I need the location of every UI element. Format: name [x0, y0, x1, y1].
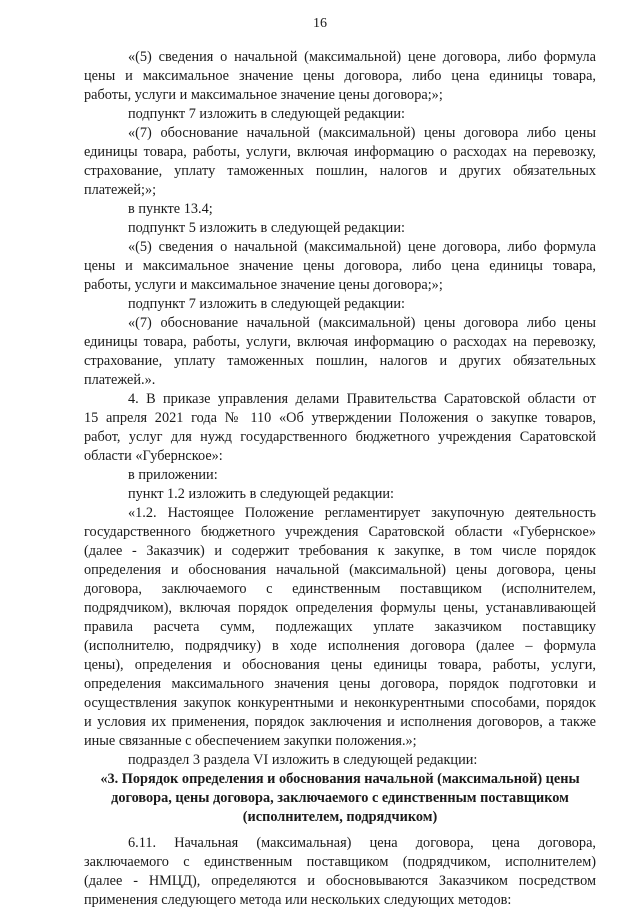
text-line: в приложении: — [128, 467, 218, 483]
section-heading-line: (исполнителем, подрядчиком) — [242, 809, 438, 825]
text-line: «(7) обоснование начальной (максимальной) цены договора либо цены — [128, 315, 596, 331]
text-line: (исполнителю, подрядчику) в ходе исполнения договора (далее – формула — [84, 638, 596, 654]
text-line: «1.2. Настоящее Положение регламентирует закупочную деятельность — [128, 505, 596, 521]
text-line: осуществления закупок конкурентными и неконкурентными способами, порядок — [84, 695, 596, 711]
text-line: «(7) обоснование начальной (максимальной) цены договора либо цены — [128, 125, 596, 141]
text-line: работ, услуг для нужд государственного бюджетного учреждения Саратовской — [84, 429, 596, 445]
text-line: подраздел 3 раздела VI изложить в следующей редакции: — [128, 752, 478, 768]
text-line: (далее - НМЦД), определяются и обосновываются Заказчиком посредством — [84, 873, 596, 889]
page-number: 16 — [313, 16, 327, 31]
text-line: заключаемого с единственным поставщиком (подрядчиком, исполнителем) — [84, 854, 596, 870]
text-line: государственного бюджетного учреждения Саратовской области «Губернское» — [84, 524, 596, 540]
text-line: работы, услуги и максимальное значение цены договора;»; — [84, 87, 443, 103]
text-line: работы, услуги и максимальное значение цены договора;»; — [84, 277, 443, 293]
text-line: пункт 1.2 изложить в следующей редакции: — [128, 486, 395, 502]
text-line: единицы товара, работы, услуги, включая информацию о расходах на перевозку, — [84, 144, 596, 160]
text-line: цены), определения и обоснования цены единицы товара, работы, услуги, — [84, 657, 596, 673]
text-line: иные связанные с обеспечением закупки положения.»; — [84, 733, 417, 749]
text-line: 4. В приказе управления делами Правительства Саратовской области от — [128, 391, 596, 407]
text-line: подпункт 7 изложить в следующей редакции: — [128, 106, 405, 122]
text-line: платежей;»; — [84, 182, 157, 198]
text-line: правила расчета сумм, подлежащих уплате заказчиком поставщику — [84, 619, 596, 635]
section-heading-line: договора, цены договора, заключаемого с единственным поставщиком — [111, 790, 569, 806]
text-line: 15 апреля 2021 года № 110 «Об утверждении Положения о закупке товаров, — [84, 410, 596, 426]
text-line: определения и обоснования начальной (максимальной) цены договора, цены — [84, 562, 596, 578]
text-line: (далее - Заказчик) и содержит требования к закупке, в том числе порядок — [84, 543, 596, 559]
text-line: страхование, уплату таможенных пошлин, налогов и других обязательных — [84, 163, 596, 179]
text-line: области «Губернское»: — [84, 448, 223, 464]
text-line: «(5) сведения о начальной (максимальной) цене договора, либо формула — [128, 49, 596, 65]
text-line: единицы товара, работы, услуги, включая информацию о расходах на перевозку, — [84, 334, 596, 350]
text-line: и условия их применения, порядок заключения и исполнения договоров, а также — [84, 714, 596, 730]
text-line: «(5) сведения о начальной (максимальной) цене договора, либо формула — [128, 239, 596, 255]
text-line: цены и максимальное значение цены договора, либо цена единицы товара, — [84, 258, 596, 274]
text-line: платежей.». — [84, 372, 156, 388]
text-line: подрядчиком), включая порядок определения формулы цены, устанавливающей — [84, 600, 596, 616]
text-line: цены и максимальное значение цены договора, либо цена единицы товара, — [84, 68, 596, 84]
text-line: договора, заключаемого с единственным поставщиком (исполнителем, — [84, 581, 596, 597]
section-heading-line: «3. Порядок определения и обоснования начальной (максимальной) цены — [100, 771, 580, 787]
text-line: 6.11. Начальная (максимальная) цена договора, цена договора, — [128, 835, 596, 851]
text-line: применения следующего метода или нескольких следующих методов: — [84, 892, 512, 908]
text-line: определения максимального значения цены договора, порядок подготовки и — [84, 676, 596, 692]
text-line: в пункте 13.4; — [128, 201, 213, 217]
text-line: страхование, уплату таможенных пошлин, налогов и других обязательных — [84, 353, 596, 369]
text-line: подпункт 7 изложить в следующей редакции: — [128, 296, 405, 312]
text-line: подпункт 5 изложить в следующей редакции: — [128, 220, 405, 236]
